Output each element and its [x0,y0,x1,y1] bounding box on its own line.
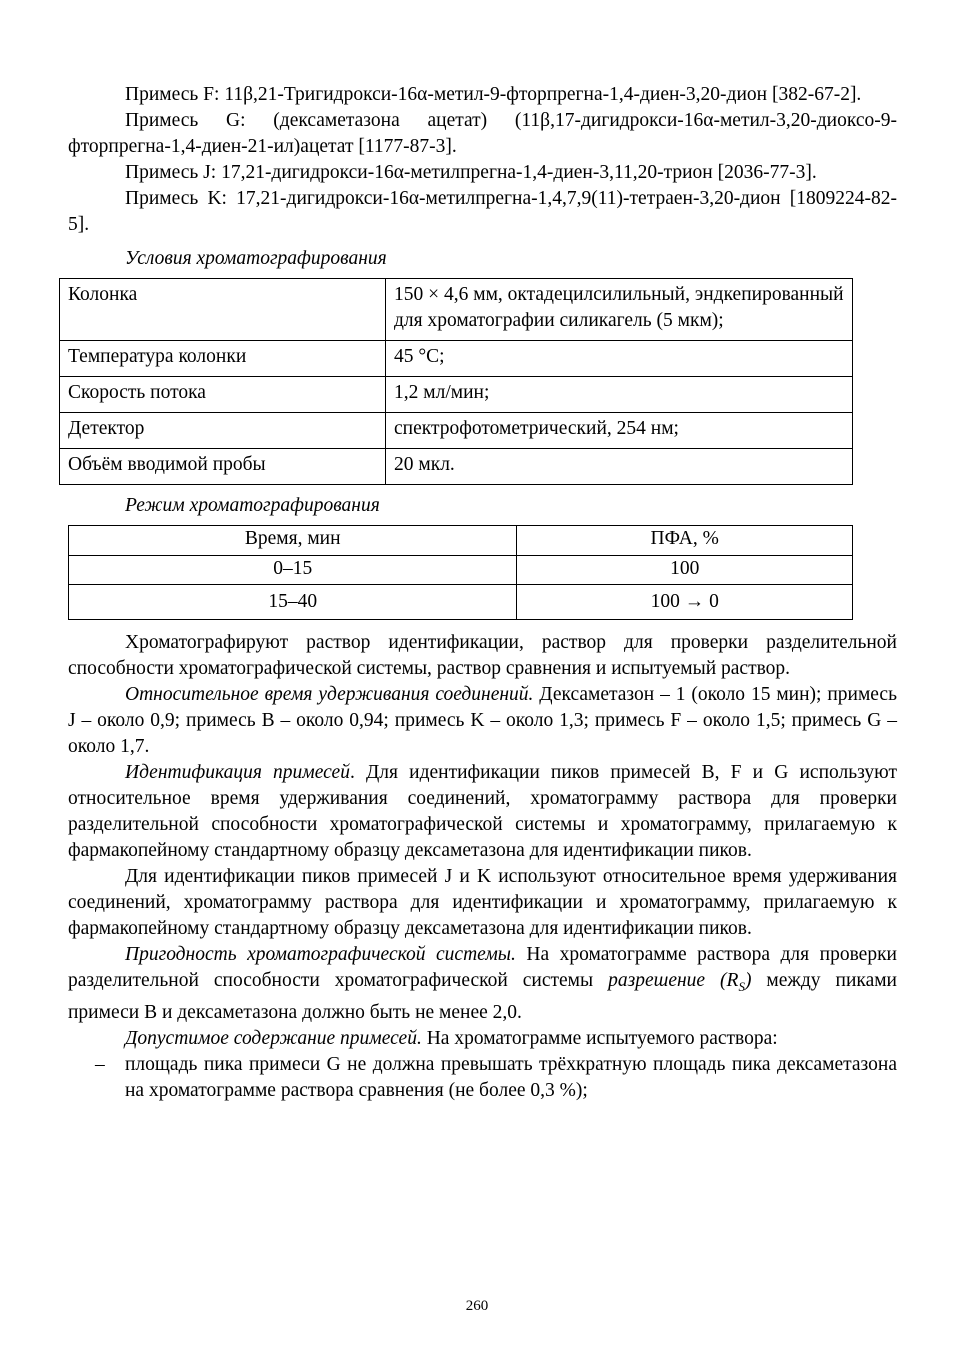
list-item [68,1052,897,1104]
impurity-k-text: 17,21-дигидрокси-16α-метилпрегна-1,4,7,9(11)-тетраен-3,20-дион [1809224-82-5]. [68,188,898,235]
mode-caption: Режим хроматографирования [125,495,380,516]
value-cell: 45 °C; [386,341,853,377]
impurity-f-text: 11β,21-Тригидрокси-16α-метил-9-фторпрегна-1,4-диен-3,20-дион [382-67-2]. [219,84,862,105]
resolution-term: разрешение (R [608,970,739,991]
list-marker: – [95,1053,105,1075]
table-header-row [69,526,853,556]
retention-text: Дексаметазон – 1 (около 15 мин); примесь J – около 0,9; примесь B – около 0,94; примесь K – около 1,3; примесь F – около 1,5; примесь G – около 1,7. [68,684,897,757]
param-cell: Детектор [60,413,386,449]
impurity-g [68,108,897,160]
param-cell: Объём вводимой пробы [60,449,386,485]
impurity-j-label: Примесь J: [125,162,217,183]
table-row [69,585,853,620]
identification-text: . Для идентификации пиков примесей B, F и G используют относительное время удерживания соединений, хроматограмму раствора для проверки разделительной способности хроматографической системы и хроматограмму, прилагаемую к фармакопейному стандартному образцу дексаметазона для идентификации пиков. [68,762,897,861]
header-time: Время, мин [69,526,517,556]
param-cell: Колонка [60,279,386,341]
paragraph-limits [68,1026,897,1052]
paragraph-chromatography: Хроматографируют раствор идентификации, раствор для проверки разделительной способности хроматографической системы, раствор сравнения и испытуемый раствор. [68,632,897,679]
table-row [60,449,853,485]
table-row [60,279,853,341]
identification-title: Идентификация примесей [125,762,350,783]
paragraph-identification-jk: Для идентификации пиков примесей J и K используют относительное время удерживания соединений, хроматограмму раствора для идентификации и хроматограмму, прилагаемую к фармакопейному стандартному образцу дексаметазона для идентификации пиков. [68,866,897,939]
impurity-j [68,160,897,186]
resolution-subscript: S [738,978,745,994]
impurity-g-label: Примесь G: [125,110,246,131]
table-row [60,341,853,377]
value-cell: спектрофотометрический, 254 нм; [386,413,853,449]
paragraph-retention [68,682,897,760]
time-cell: 0–15 [69,556,517,585]
param-cell: Скорость потока [60,377,386,413]
mode-table [68,525,853,620]
value-cell: 20 мкл. [386,449,853,485]
page-number: 260 [465,1298,489,1314]
impurity-f [68,82,897,108]
table-row [60,413,853,449]
impurity-k [68,186,897,238]
list-item-text: площадь пика примеси G не должна превышать трёхкратную площадь пика дексаметазона на хроматограмме раствора сравнения (не более 0,3 %); [125,1053,897,1101]
limits-title: Допустимое содержание примесей. [125,1027,422,1049]
suitability-end: между пиками примеси B и дексаметазона должно быть не менее 2,0. [68,970,897,1023]
paragraph-suitability [68,942,897,1026]
param-cell: Температура колонки [60,341,386,377]
paragraph-identification [68,760,897,864]
header-mobile-phase: ПФА, % [517,526,853,556]
impurity-f-label: Примесь F: [125,84,220,105]
impurity-j-text: 17,21-дигидрокси-16α-метилпрегна-1,4-диен-3,11,20-трион [2036-77-3]. [216,162,817,183]
value-cell: 1,2 мл/мин; [386,377,853,413]
suitability-text: На хроматограмме раствора для проверки разделительной способности хроматографической системы [68,944,897,991]
page-content [68,82,897,1104]
retention-title: Относительное время удерживания соединений. [125,684,534,705]
suitability-title: Пригодность хроматографической системы. [125,944,516,965]
table-row [60,377,853,413]
mobile-phase-cell: 100 → 0 [517,585,853,620]
resolution-term-end: ) [744,970,752,991]
time-cell: 15–40 [69,585,517,620]
impurity-g-text: (дексаметазона ацетат) (11β,17-дигидрокси-16α-метил-3,20-диоксо-9-фторпрегна-1,4-диен-21-ил)ацетат [1177-87-3]. [68,110,897,157]
limits-text: На хроматограмме испытуемого раствора: [421,1027,778,1049]
impurity-k-label: Примесь K: [125,188,227,209]
table-row [69,556,853,585]
conditions-table [59,278,853,485]
value-cell: 150 × 4,6 мм, октадецилсилильный, эндкепированный для хроматографии силикагель (5 мкм); [386,279,853,341]
mobile-phase-cell: 100 [517,556,853,585]
conditions-caption: Условия хроматографирования [125,248,387,269]
